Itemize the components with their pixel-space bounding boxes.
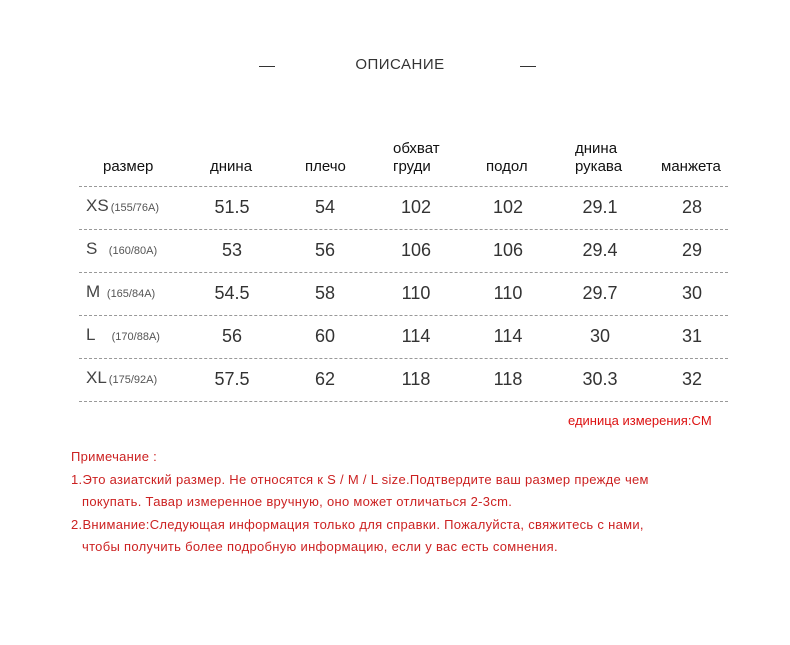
cell-shoulder: 58 — [314, 283, 336, 303]
size-code: M — [86, 282, 101, 301]
cell-length: 54.5 — [214, 283, 250, 303]
header-size-label: размер — [103, 158, 154, 175]
cell-sleeve: 30 — [589, 326, 611, 346]
size-label — [86, 325, 160, 345]
header-sleeve-label-line1: днина — [575, 140, 618, 157]
cell-hem: 118 — [493, 369, 523, 389]
cell-length: 56 — [221, 326, 243, 346]
note-item-2-line-1: 2.Внимание:Следующая информация только для справки. Пожалуйста, свяжитесь с нами, — [71, 516, 644, 532]
size-label — [86, 196, 159, 216]
notes-section — [71, 446, 751, 559]
table-row — [79, 315, 728, 358]
table-header — [79, 134, 728, 186]
header-cuff-label: манжета — [661, 158, 721, 175]
cell-sleeve: 30.3 — [582, 369, 618, 389]
unit-note: единица измерения:CM — [568, 413, 712, 428]
cell-shoulder: 60 — [314, 326, 336, 346]
page-title: ОПИСАНИЕ — [355, 56, 445, 73]
header-chest-label-line1: обхват — [393, 140, 440, 157]
header-shoulder-label: плечо — [305, 158, 346, 175]
size-spec: (160/80A) — [108, 245, 158, 257]
header-hem-label: подол — [486, 158, 528, 175]
size-code: L — [86, 325, 96, 344]
note-item-1-line-1: 1.Это азиатский размер. Не относятся к S / M / L size.Подтвердите ваш размер прежде чем — [71, 471, 649, 487]
table-row — [79, 358, 728, 402]
cell-hem: 110 — [493, 283, 523, 303]
header-size — [103, 158, 153, 176]
cell-cuff: 32 — [681, 369, 703, 389]
cell-shoulder: 62 — [314, 369, 336, 389]
cell-sleeve: 29.7 — [582, 283, 618, 303]
size-spec: (170/88A) — [111, 331, 160, 343]
header-sleeve-label-line2: рукава — [575, 158, 623, 175]
cell-shoulder: 56 — [314, 240, 336, 260]
table-row — [79, 272, 728, 315]
header-chest — [393, 140, 440, 176]
cell-sleeve: 29.1 — [582, 197, 618, 217]
cell-cuff: 30 — [681, 283, 703, 303]
header-hem — [486, 158, 528, 176]
cell-length: 53 — [221, 240, 243, 260]
cell-length: 57.5 — [214, 369, 250, 389]
cell-shoulder: 54 — [314, 197, 336, 217]
title-bar — [0, 52, 790, 78]
cell-chest: 118 — [401, 369, 431, 389]
header-length-label: днина — [210, 158, 253, 175]
size-code: XS — [86, 196, 109, 215]
cell-chest: 106 — [400, 240, 432, 260]
table-row — [79, 229, 728, 272]
header-length — [210, 158, 252, 176]
title-dash-right — [520, 66, 536, 67]
title-dash-left — [259, 66, 275, 67]
cell-cuff: 29 — [681, 240, 703, 260]
cell-cuff: 31 — [681, 326, 703, 346]
size-spec: (155/76A) — [110, 202, 159, 214]
note-item-1-line-2: покупать. Тавар измеренное вручную, оно может отличаться 2-3cm. — [82, 494, 513, 509]
cell-chest: 110 — [401, 283, 431, 303]
size-label — [86, 282, 155, 302]
size-label — [86, 368, 157, 388]
cell-hem: 114 — [493, 326, 523, 346]
note-item-2-line-2: чтобы получить более подробную информацию, если у вас есть сомнения. — [82, 539, 558, 554]
header-shoulder — [305, 158, 346, 176]
cell-chest: 102 — [400, 197, 432, 217]
cell-chest: 114 — [401, 326, 431, 346]
header-chest-label-line2: груди — [393, 158, 431, 175]
size-table — [79, 134, 728, 402]
table-row — [79, 186, 728, 229]
size-code: S — [86, 239, 98, 258]
cell-hem: 106 — [492, 240, 524, 260]
cell-length: 51.5 — [214, 197, 250, 217]
size-label — [86, 239, 157, 259]
cell-sleeve: 29.4 — [582, 240, 618, 260]
header-cuff — [661, 158, 721, 176]
size-spec: (165/84A) — [106, 288, 156, 300]
cell-hem: 102 — [492, 197, 524, 217]
size-spec: (175/92A) — [108, 374, 158, 386]
size-code: XL — [86, 368, 107, 387]
cell-cuff: 28 — [681, 197, 703, 217]
header-sleeve — [575, 140, 622, 176]
notes-heading: Примечание : — [71, 449, 158, 464]
